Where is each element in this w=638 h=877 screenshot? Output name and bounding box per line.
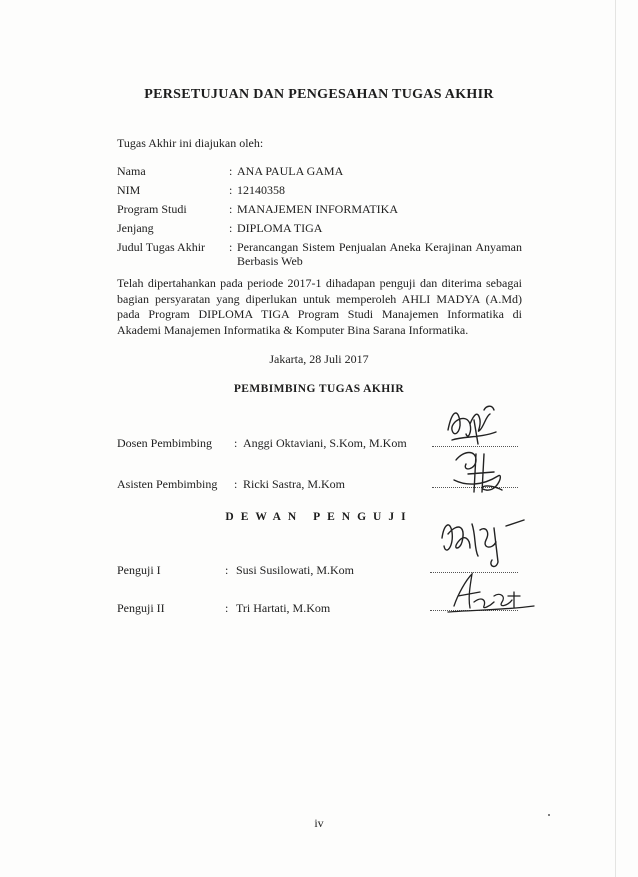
info-row-nama (117, 164, 522, 178)
info-row-judul (117, 240, 522, 268)
penguji-1-colon: : (225, 563, 229, 577)
penguji-2-label: Penguji II (117, 601, 165, 615)
asisten-pembimbing-name: Ricki Sastra, M.Kom (243, 477, 345, 491)
penguji-1-label: Penguji I (117, 563, 161, 577)
penguji-1-name: Susi Susilowati, M.Kom (236, 563, 355, 577)
info-row-program-studi (117, 202, 522, 216)
info-colon: : (229, 183, 233, 197)
info-label: Nama (117, 164, 146, 178)
signature-asisten (446, 446, 508, 498)
penguji-2-row (117, 601, 330, 616)
approval-paragraph: Telah dipertahankan pada periode 2017-1 dihadapan penguji dan diterima sebagai bagian persyaratan yang diperlukan untuk memperoleh AHLI MADYA (A.Md) pada Program DIPLOMA TIGA Program Studi Manajemen Informatika di Akademi Manajemen Informatika & Komputer Bina Sarana Informatika. (117, 276, 522, 337)
intro-text: Tugas Akhir ini diajukan oleh: (117, 136, 264, 150)
asisten-pembimbing-label: Asisten Pembimbing (117, 477, 218, 491)
dosen-pembimbing-colon: : (234, 436, 238, 450)
info-row-jenjang (117, 221, 522, 235)
asisten-pembimbing-row (117, 477, 345, 492)
dewan-penguji-heading: DEWAN PENGUJI (225, 511, 413, 523)
info-row-nim (117, 183, 522, 197)
info-colon: : (229, 202, 233, 216)
info-value: 12140358 (237, 183, 285, 197)
page-number: iv (314, 816, 324, 830)
scan-speck (548, 814, 550, 816)
info-label: NIM (117, 183, 141, 197)
info-colon: : (229, 164, 233, 178)
pembimbing-heading: PEMBIMBING TUGAS AKHIR (233, 383, 405, 395)
penguji-2-colon: : (225, 601, 229, 615)
signature-penguji-2 (444, 566, 536, 616)
info-value: DIPLOMA TIGA (237, 221, 323, 235)
info-colon: : (229, 240, 233, 254)
dosen-pembimbing-label: Dosen Pembimbing (117, 436, 212, 450)
info-label: Program Studi (117, 202, 187, 216)
document-title: PERSETUJUAN DAN PENGESAHAN TUGAS AKHIR (144, 87, 494, 102)
info-label: Jenjang (117, 221, 154, 235)
penguji-2-name: Tri Hartati, M.Kom (236, 601, 331, 615)
info-value: ANA PAULA GAMA (237, 164, 344, 178)
info-value: MANAJEMEN INFORMATIKA (237, 202, 399, 216)
penguji-1-row (117, 563, 354, 578)
page-edge-line (615, 0, 616, 877)
info-colon: : (229, 221, 233, 235)
info-value: Perancangan Sistem Penjualan Aneka Kerajinan Anyaman Berbasis Web (237, 240, 522, 268)
info-label: Judul Tugas Akhir (117, 240, 206, 254)
place-date: Jakarta, 28 Juli 2017 (269, 352, 369, 366)
student-info-table (117, 164, 522, 273)
signature-dosen (440, 400, 500, 450)
signature-penguji-1 (436, 516, 526, 572)
dosen-pembimbing-name: Anggi Oktaviani, S.Kom, M.Kom (243, 436, 407, 450)
dosen-pembimbing-row (117, 436, 407, 451)
asisten-pembimbing-colon: : (234, 477, 238, 491)
